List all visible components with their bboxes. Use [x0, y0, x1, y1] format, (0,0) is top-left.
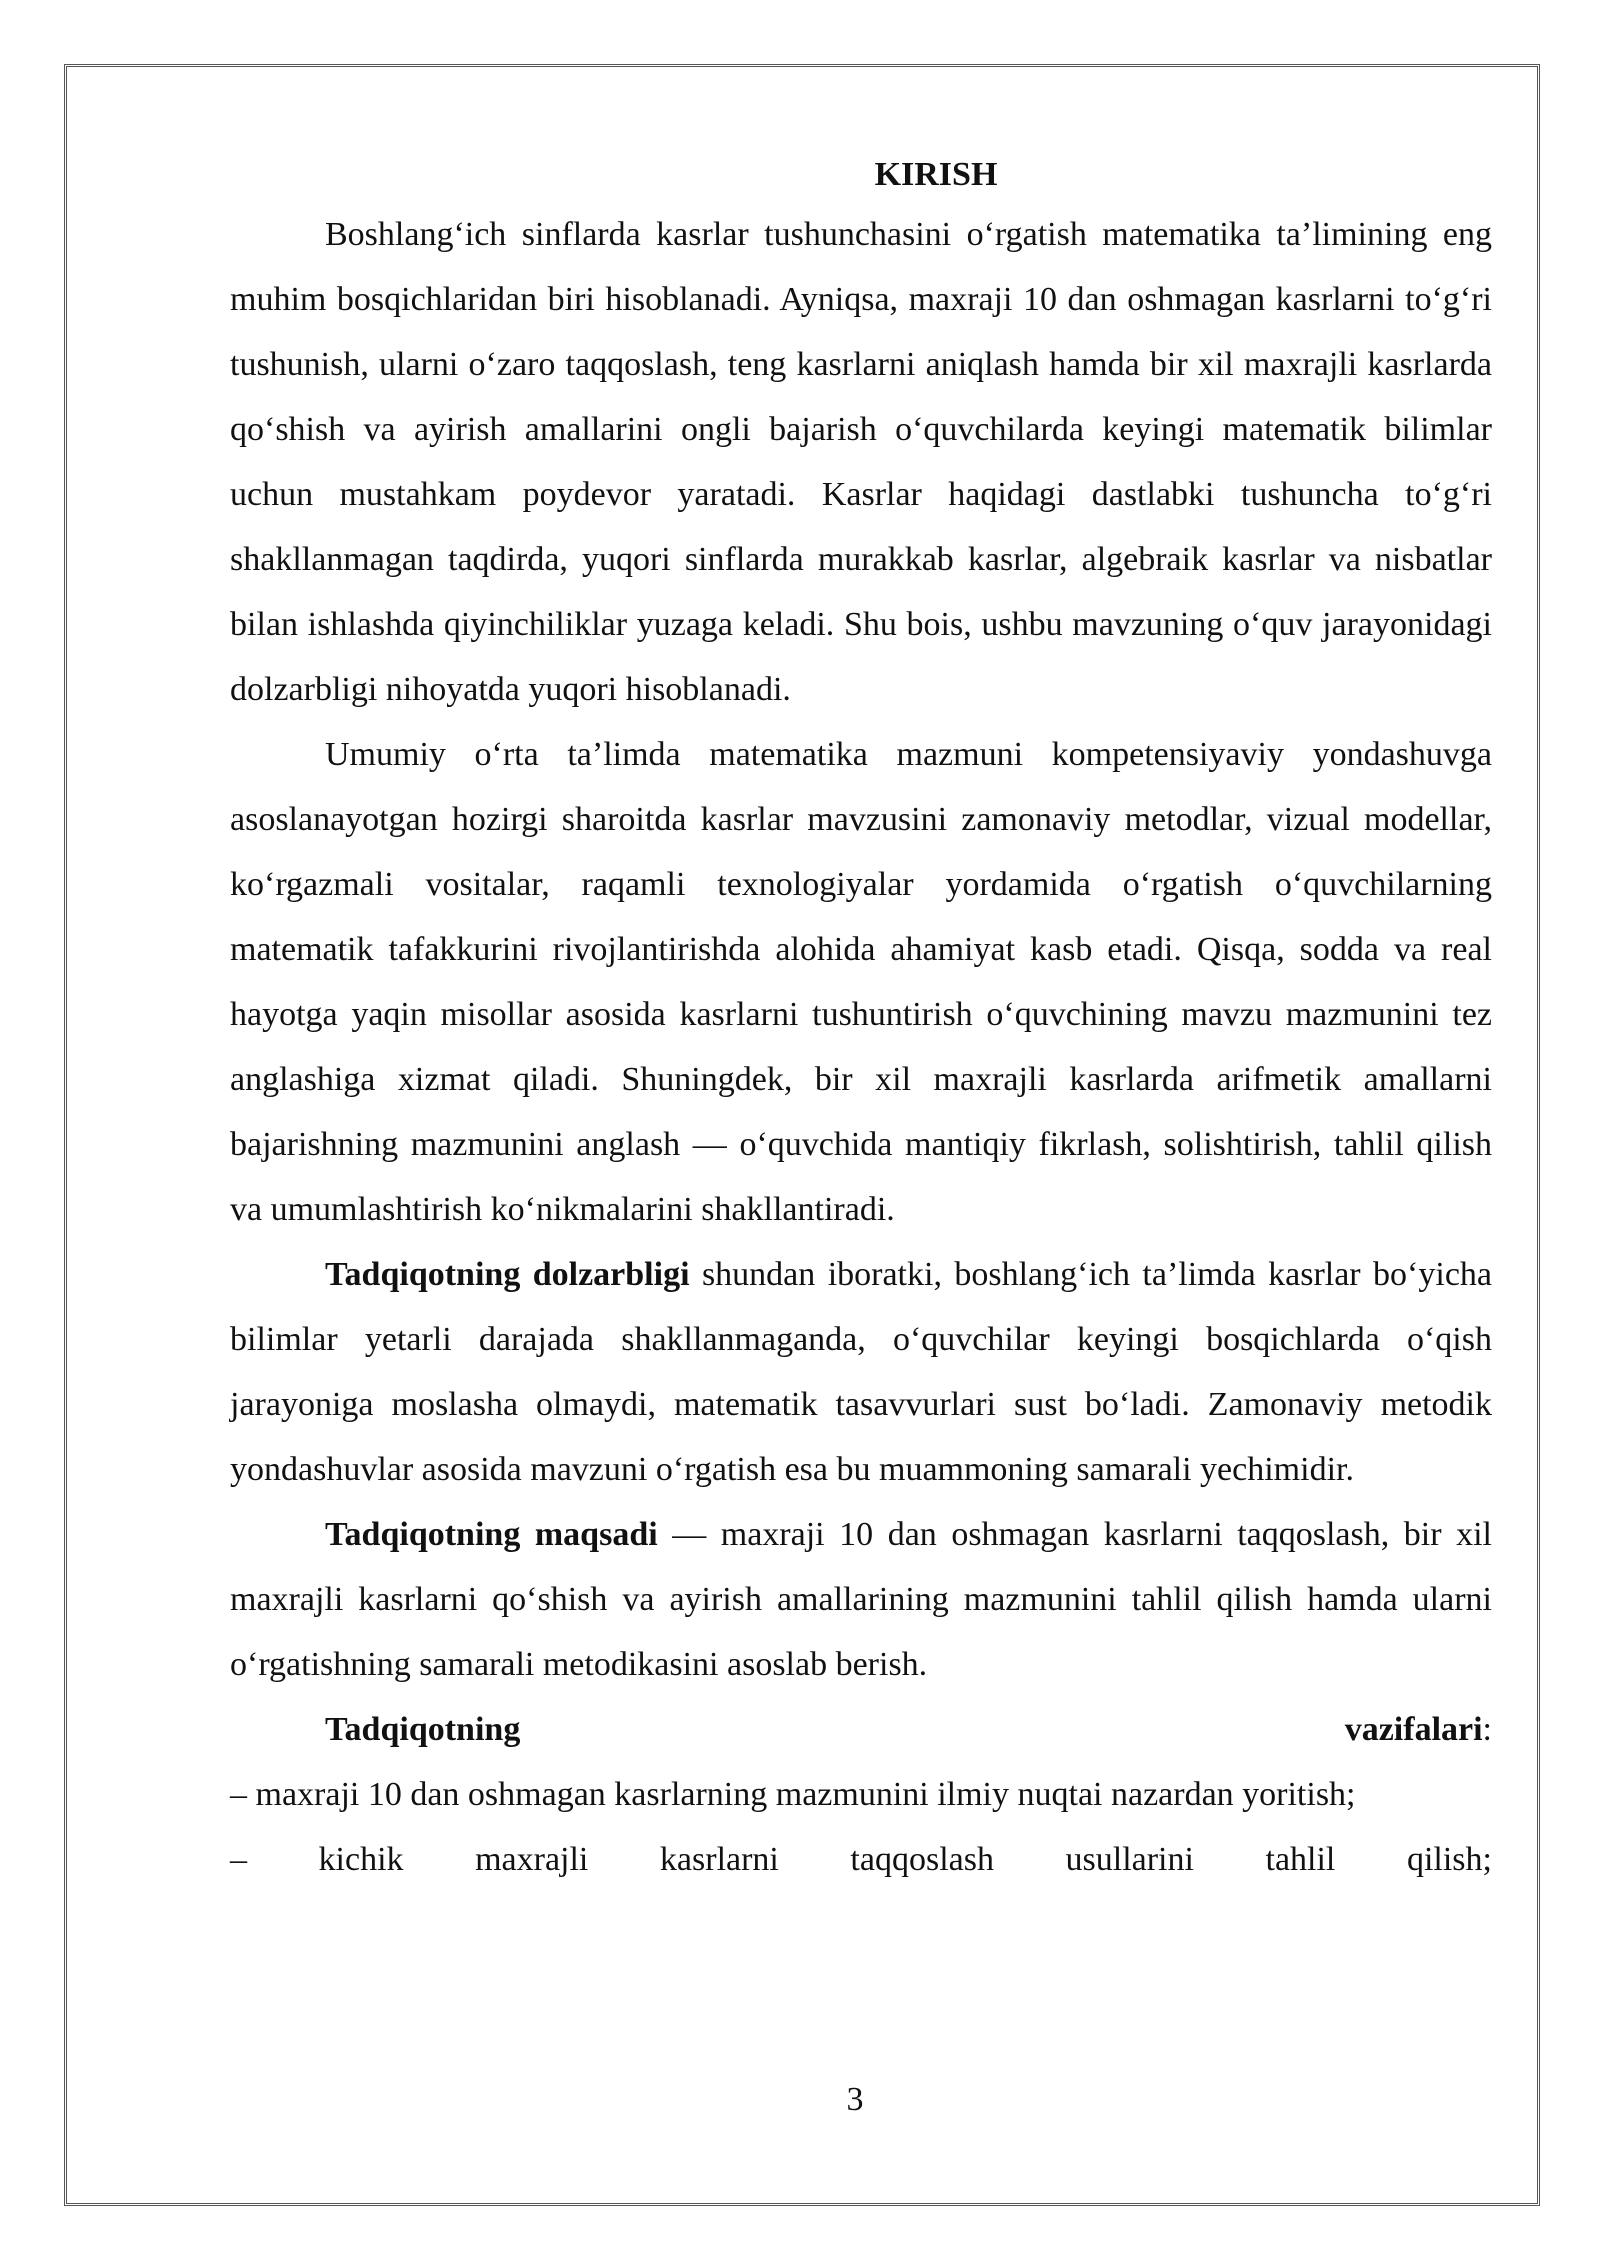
paragraph-relevance	[230, 1242, 1492, 1502]
tasks-label-right-wrap	[1250, 1697, 1492, 1762]
section-heading: KIRISH	[874, 156, 998, 193]
relevance-label: Tadqiqotning dolzarbligi	[325, 1256, 690, 1293]
paragraph-intro: Boshlang‘ich sinflarda kasrlar tushunchasini o‘rgatish matematika ta’limining eng muhim bosqichlaridan biri hisoblanadi. Ayniqsa, maxraji 10 dan oshmagan kasrlarni to‘g‘ri tushunish, ularni o‘zaro taqqoslash, teng kasrlarni aniqlash hamda bir xil maxrajli kasrlarda qo‘shish va ayirish amallarini ongli bajarish o‘quvchilarda keyingi matematik bilimlar uchun mustahkam poydevor yaratadi. Kasrlar haqidagi dastlabki tushuncha to‘g‘ri shakllanmagan taqdirda, yuqori sinflarda murakkab kasrlar, algebraik kasrlar va nisbatlar bilan ishlashda qiyinchiliklar yuzaga keladi. Shu bois, ushbu mavzuning o‘quv jarayonidagi dolzarbligi nihoyatda yuqori hisoblanadi.	[230, 216, 1492, 708]
tasks-colon: :	[1482, 1711, 1492, 1748]
task-item-2-word: taqqoslash	[850, 1841, 994, 1878]
tasks-label-right: vazifalari	[1344, 1711, 1483, 1748]
goal-text: — maxraji 10 dan oshmagan kasrlarni taqqoslash, bir xil maxrajli kasrlarni qo‘shish va ayirish amallarining mazmunini tahlil qilish hamda ularni o‘rgatishning samarali metodikasini asoslab berish.	[230, 1516, 1492, 1683]
task-item-2-word: qilish;	[1406, 1841, 1492, 1878]
paragraph-goal	[230, 1502, 1492, 1697]
task-item-2-word: maxrajli	[475, 1841, 589, 1878]
tasks-label-left: Tadqiqotning	[325, 1711, 521, 1748]
paragraph-methods: Umumiy o‘rta ta’limda matematika mazmuni kompetensiyaviy yondashuvga asoslanayotgan hozirgi sharoitda kasrlar mavzusini zamonaviy metodlar, vizual modellar, ko‘rgazmali vositalar, raqamli texnologiyalar yordamida o‘rgatish o‘quvchilarning matematik tafakkurini rivojlantirishda alohida ahamiyat kasb etadi. Qisqa, sodda va real hayotga yaqin misollar asosida kasrlarni tushuntirish o‘quvchining mavzu mazmunini tez anglashiga xizmat qiladi. Shuningdek, bir xil maxrajli kasrlarda arifmetik amallarni bajarishning mazmunini anglash — o‘quvchida mantiqiy fikrlash, solishtirish, tahlil qilish va umumlashtirish ko‘nikmalarini shakllantiradi.	[230, 736, 1492, 1228]
task-item-2-word: kasrlarni	[659, 1841, 779, 1878]
task-item-2-word: usullarini	[1065, 1841, 1194, 1878]
tasks-heading	[230, 1697, 1492, 1762]
relevance-text: shundan iboratki, boshlang‘ich ta’limda kasrlar bo‘yicha bilimlar yetarli darajada shakllanmaganda, o‘quvchilar keyingi bosqichlarda o‘qish jarayoniga moslasha olmaydi, matematik tasavvurlari sust bo‘ladi. Zamonaviy metodik yondashuvlar asosida mavzuni o‘rgatish esa bu muammoning samarali yechimidir.	[230, 1256, 1492, 1488]
task-item-2-word: kichik	[318, 1841, 404, 1878]
page-number: 3	[846, 2081, 864, 2118]
document-body	[230, 148, 1492, 1892]
task-item-1: – maxraji 10 dan oshmagan kasrlarning mazmunini ilmiy nuqtai nazardan yoritish;	[230, 1776, 1356, 1813]
task-item-2-word: tahlil	[1265, 1841, 1336, 1878]
task-item-2	[230, 1827, 1492, 1892]
goal-label: Tadqiqotning maqsadi	[325, 1516, 658, 1553]
task-item-2-word: –	[230, 1841, 247, 1878]
